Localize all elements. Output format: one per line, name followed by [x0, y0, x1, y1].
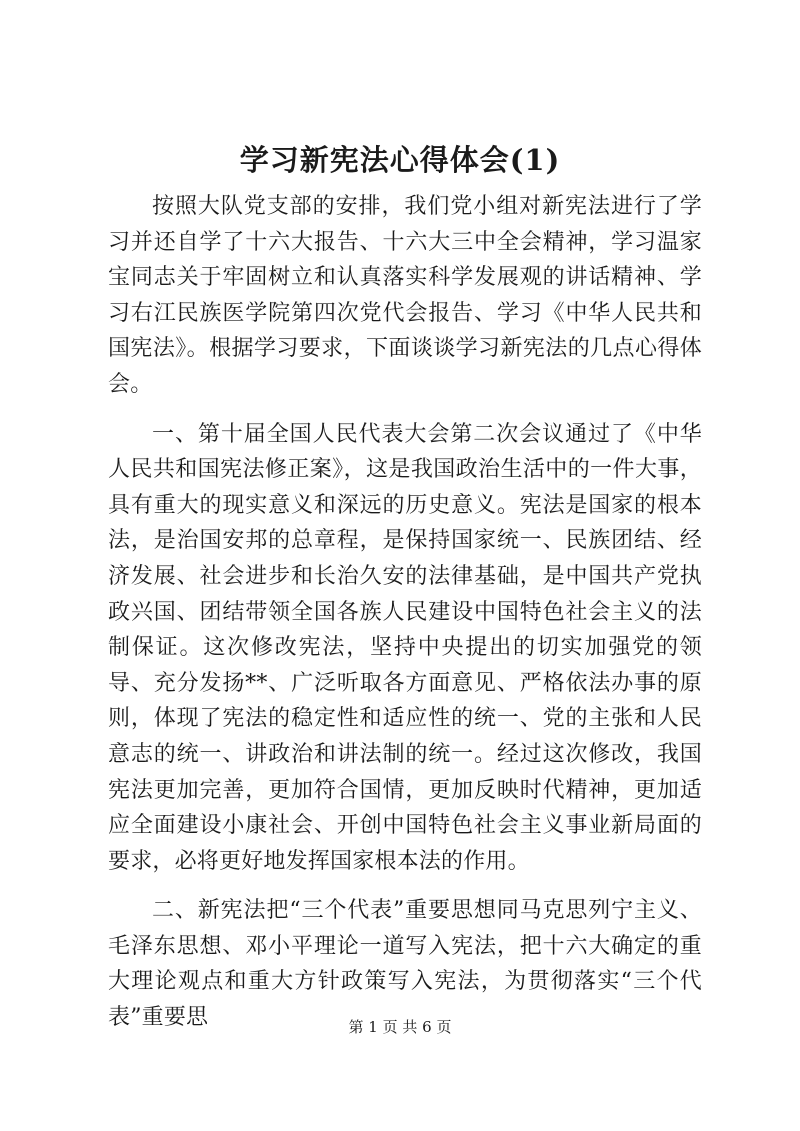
paragraph-section-1: 一、第十届全国人民代表大会第二次会议通过了《中华人民共和国宪法修正案》，这是我国政治生活中的一件大事，具有重大的现实意义和深远的历史意义。宪法是国家的根本法，是治国安邦的总章程，是保持国家统一、民族团结、经济发展、社会进步和长治久安的法律基础，是中国共产党执政兴国、团结带领全国各族人民建设中国特色社会主义的法制保证。这次修改宪法，坚持中央提出的切实加强党的领导、充分发扬**、广泛听取各方面意见、严格依法办事的原则，体现了宪法的稳定性和适应性的统一、党的主张和人民意志的统一、讲政治和讲法制的统一。经过这次修改，我国宪法更加完善，更加符合国情，更加反映时代精神，更加适应全面建设小康社会、开创中国特色社会主义事业新局面的要求，必将更好地发挥国家根本法的作用。: [108, 421, 702, 874]
page-number-footer: 第 1 页 共 6 页: [348, 1018, 452, 1036]
document-title: 学习新宪法心得体会(1): [239, 143, 561, 177]
paragraph-section-2: 二、新宪法把“三个代表”重要思想同马克思列宁主义、毛泽东思想、邓小平理论一道写入宪法，把十六大确定的重大理论观点和重大方针政策写入宪法，为贯彻落实“三个代表”重要思: [108, 898, 702, 1031]
document-body: [108, 189, 702, 1036]
paragraph-intro: 按照大队党支部的安排，我们党小组对新宪法进行了学习并还自学了十六大报告、十六大三中全会精神，学习温家宝同志关于牢固树立和认真落实科学发展观的讲话精神、学习右江民族医学院第四次党代会报告、学习《中华人民共和国宪法》。根据学习要求，下面谈谈学习新宪法的几点心得体会。: [108, 194, 702, 397]
